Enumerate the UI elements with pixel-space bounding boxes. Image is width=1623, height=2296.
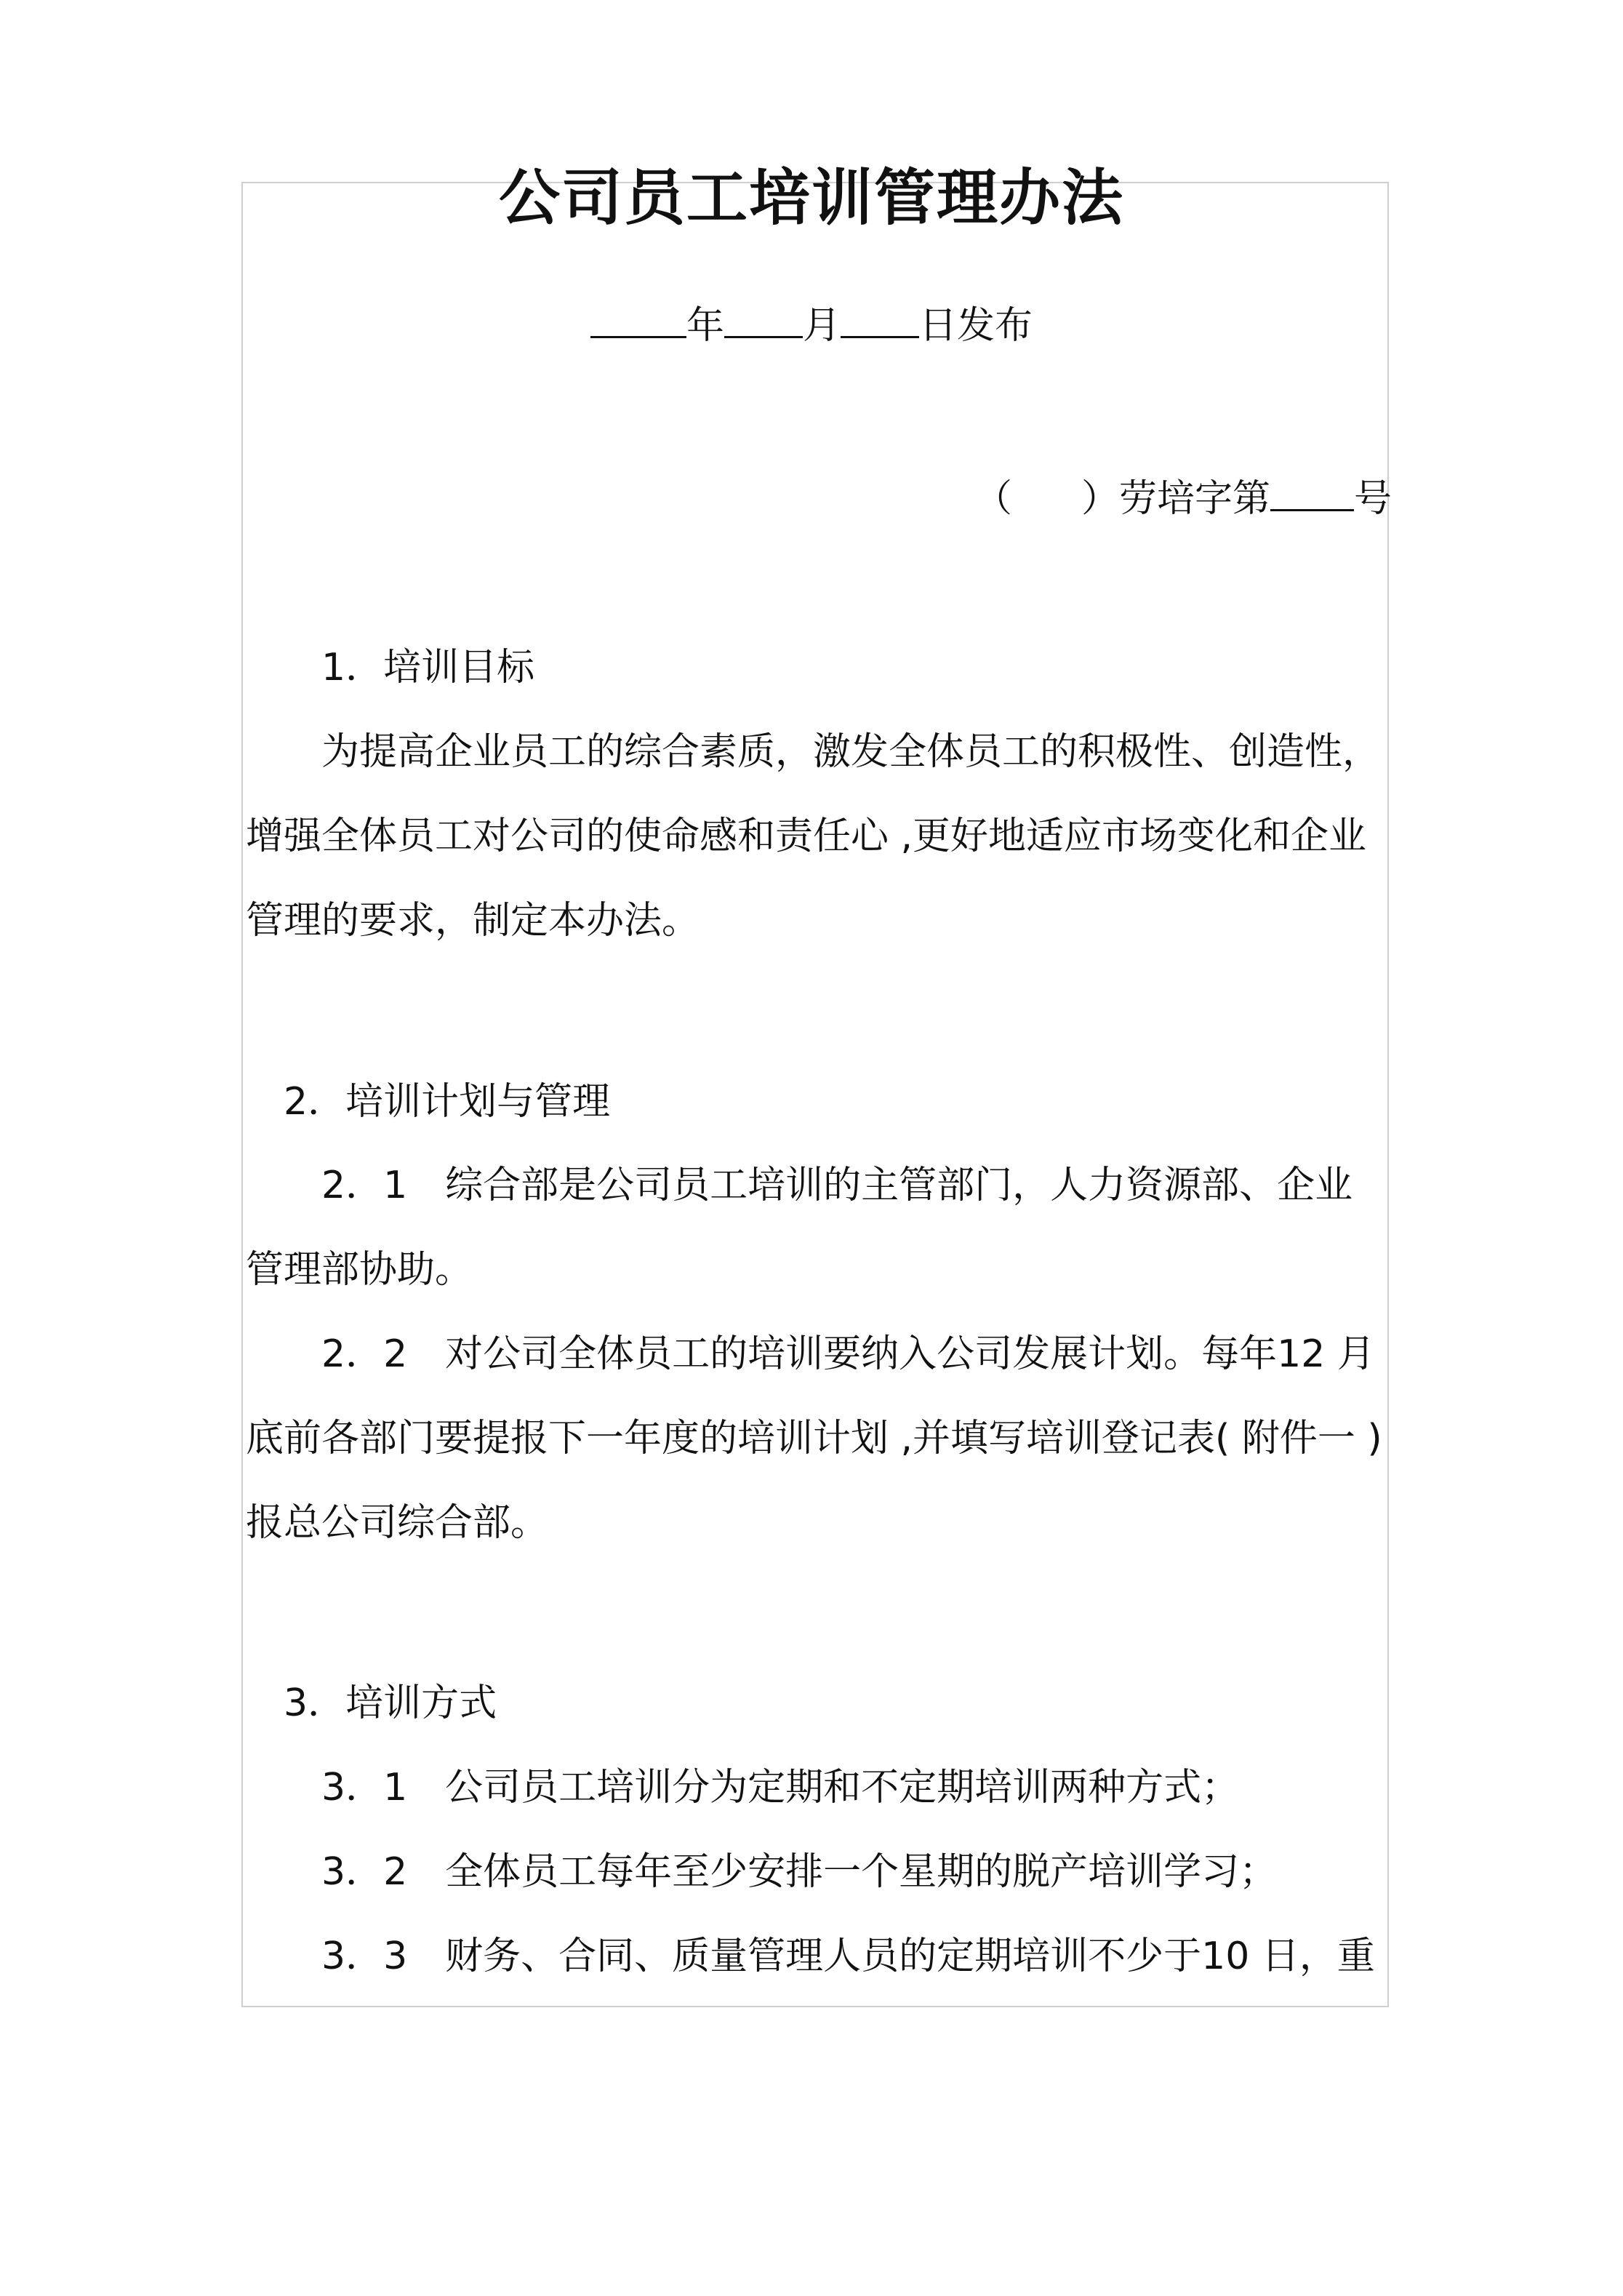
paragraph-line: 管理的要求，制定本办法。: [246, 899, 700, 943]
docno-blank: [1270, 477, 1354, 511]
paragraph-line: 增强全体员工对公司的使命感和责任心 ,更好地适应市场变化和企业: [246, 815, 1367, 858]
section-heading-3: 3．培训方式: [284, 1681, 497, 1725]
docno-open: （: [974, 477, 1013, 521]
docno-end: 号: [1354, 477, 1392, 521]
document-number: [974, 477, 1392, 521]
paragraph-line: 3．3 财务、合同、质量管理人员的定期培训不少于10 日，重: [321, 1935, 1375, 1978]
day-blank: [841, 304, 919, 338]
paragraph-line: 3．1 公司员工培训分为定期和不定期培训两种方式；: [321, 1766, 1240, 1809]
section-heading-1: 1．培训目标: [321, 646, 535, 689]
publish-date-line: [0, 304, 1623, 348]
paragraph-line: 为提高企业员工的综合素质，激发全体员工的积极性、创造性，: [321, 730, 1381, 774]
paragraph-line: 2．2 对公司全体员工的培训要纳入公司发展计划。每年12 月: [321, 1332, 1375, 1376]
paragraph-line: 2．1 综合部是公司员工培训的主管部门，人力资源部、企业: [321, 1164, 1353, 1207]
month-label: 月: [802, 304, 841, 348]
month-blank: [724, 304, 803, 338]
year-blank: [590, 304, 686, 338]
year-label: 年: [686, 304, 724, 348]
docno-middle: ）劳培字第: [1081, 477, 1271, 521]
paragraph-line: 报总公司综合部。: [246, 1501, 549, 1545]
paragraph-line: 3．2 全体员工每年至少安排一个星期的脱产培训学习；: [321, 1850, 1278, 1894]
section-heading-2: 2．培训计划与管理: [284, 1080, 611, 1124]
paragraph-line: 管理部协助。: [246, 1248, 473, 1292]
document-title: 公司员工培训管理办法: [498, 162, 1124, 233]
day-label: 日发布: [919, 304, 1033, 348]
paragraph-line: 底前各部门要提报下一年度的培训计划 ,并填写培训登记表( 附件一 ): [246, 1417, 1382, 1460]
